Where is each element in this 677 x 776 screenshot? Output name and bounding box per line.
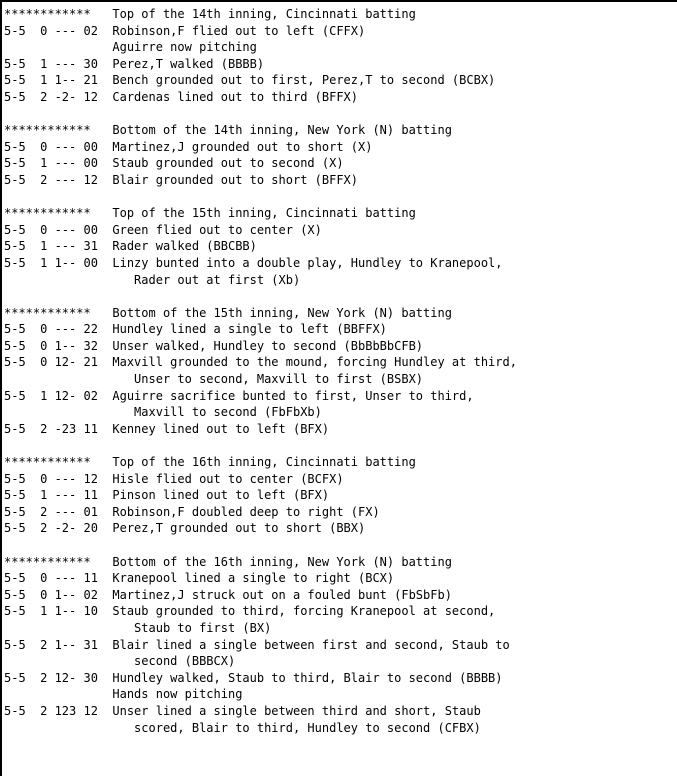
log-line: 5-5 0 1-- 32 Unser walked, Hundley to second (BbBbBbCFB) [4, 338, 424, 353]
log-line: 5-5 2 123 12 Unser lined a single between third and short, Staub [4, 703, 481, 718]
log-line: 5-5 0 --- 00 Martinez,J grounded out to short (X) [4, 139, 373, 154]
log-line: 5-5 2 1-- 31 Blair lined a single between first and second, Staub to [4, 637, 510, 652]
play-by-play-lines [4, 6, 677, 736]
log-line: 5-5 1 --- 31 Rader walked (BBCBB) [4, 239, 257, 254]
log-line: ************ Bottom of the 16th inning, New York (N) batting [4, 554, 452, 569]
log-line: 5-5 2 12- 30 Hundley walked, Staub to third, Blair to second (BBBB) [4, 670, 503, 685]
log-line: 5-5 2 -23 11 Kenney lined out to left (BFX) [4, 421, 330, 436]
log-line: ************ Bottom of the 14th inning, New York (N) batting [4, 123, 452, 138]
blank-line [4, 288, 677, 305]
log-line: ************ Top of the 14th inning, Cincinnati batting [4, 7, 416, 21]
log-line: ************ Top of the 16th inning, Cincinnati batting [4, 455, 416, 470]
log-line: 5-5 0 --- 12 Hisle flied out to center (BCFX) [4, 471, 344, 486]
log-line: 5-5 1 --- 30 Perez,T walked (BBBB) [4, 56, 265, 71]
log-line: ************ Top of the 15th inning, Cincinnati batting [4, 206, 416, 221]
log-line: Maxvill to second (FbFbXb) [4, 405, 322, 420]
left-border-rule [0, 0, 2, 776]
log-line: 5-5 2 -2- 20 Perez,T grounded out to short (BBX) [4, 521, 366, 536]
log-line: Rader out at first (Xb) [4, 272, 301, 287]
top-border-rule [0, 0, 677, 2]
log-line: ************ Bottom of the 15th inning, New York (N) batting [4, 305, 452, 320]
log-line: 5-5 0 1-- 02 Martinez,J struck out on a fouled bunt (FbSbFb) [4, 587, 452, 602]
blank-line [4, 537, 677, 554]
log-line: Hands now pitching [4, 687, 243, 702]
log-line: 5-5 1 1-- 00 Linzy bunted into a double play, Hundley to Kranepool, [4, 255, 503, 270]
log-line: 5-5 0 --- 22 Hundley lined a single to left (BBFFX) [4, 322, 387, 337]
log-line: 5-5 1 --- 11 Pinson lined out to left (BFX) [4, 488, 330, 503]
log-line: 5-5 0 12- 21 Maxvill grounded to the mound, forcing Hundley at third, [4, 355, 517, 370]
log-line: 5-5 2 --- 01 Robinson,F doubled deep to right (FX) [4, 504, 380, 519]
log-line: 5-5 2 --- 12 Blair grounded out to short (BFFX) [4, 172, 359, 187]
log-line: Aguirre now pitching [4, 40, 257, 55]
blank-line [4, 437, 677, 454]
log-line: scored, Blair to third, Hundley to second (CFBX) [4, 720, 481, 735]
log-line: 5-5 0 --- 02 Robinson,F flied out to left (CFFX) [4, 23, 366, 38]
log-line: 5-5 1 12- 02 Aguirre sacrifice bunted to first, Unser to third, [4, 388, 474, 403]
blank-line [4, 189, 677, 206]
log-line: 5-5 0 --- 11 Kranepool lined a single to right (BCX) [4, 571, 395, 586]
log-line: 5-5 2 -2- 12 Cardenas lined out to third (BFFX) [4, 89, 359, 104]
log-line: 5-5 0 --- 00 Green flied out to center (X) [4, 222, 322, 237]
log-line: 5-5 1 1-- 21 Bench grounded out to first, Perez,T to second (BCBX) [4, 73, 496, 88]
log-line: second (BBBCX) [4, 654, 236, 669]
log-line: Unser to second, Maxvill to first (BSBX) [4, 372, 424, 387]
log-line: Staub to first (BX) [4, 620, 272, 635]
log-line: 5-5 1 --- 00 Staub grounded out to second (X) [4, 156, 344, 171]
log-line: 5-5 1 1-- 10 Staub grounded to third, forcing Kranepool at second, [4, 604, 496, 619]
blank-line [4, 106, 677, 123]
